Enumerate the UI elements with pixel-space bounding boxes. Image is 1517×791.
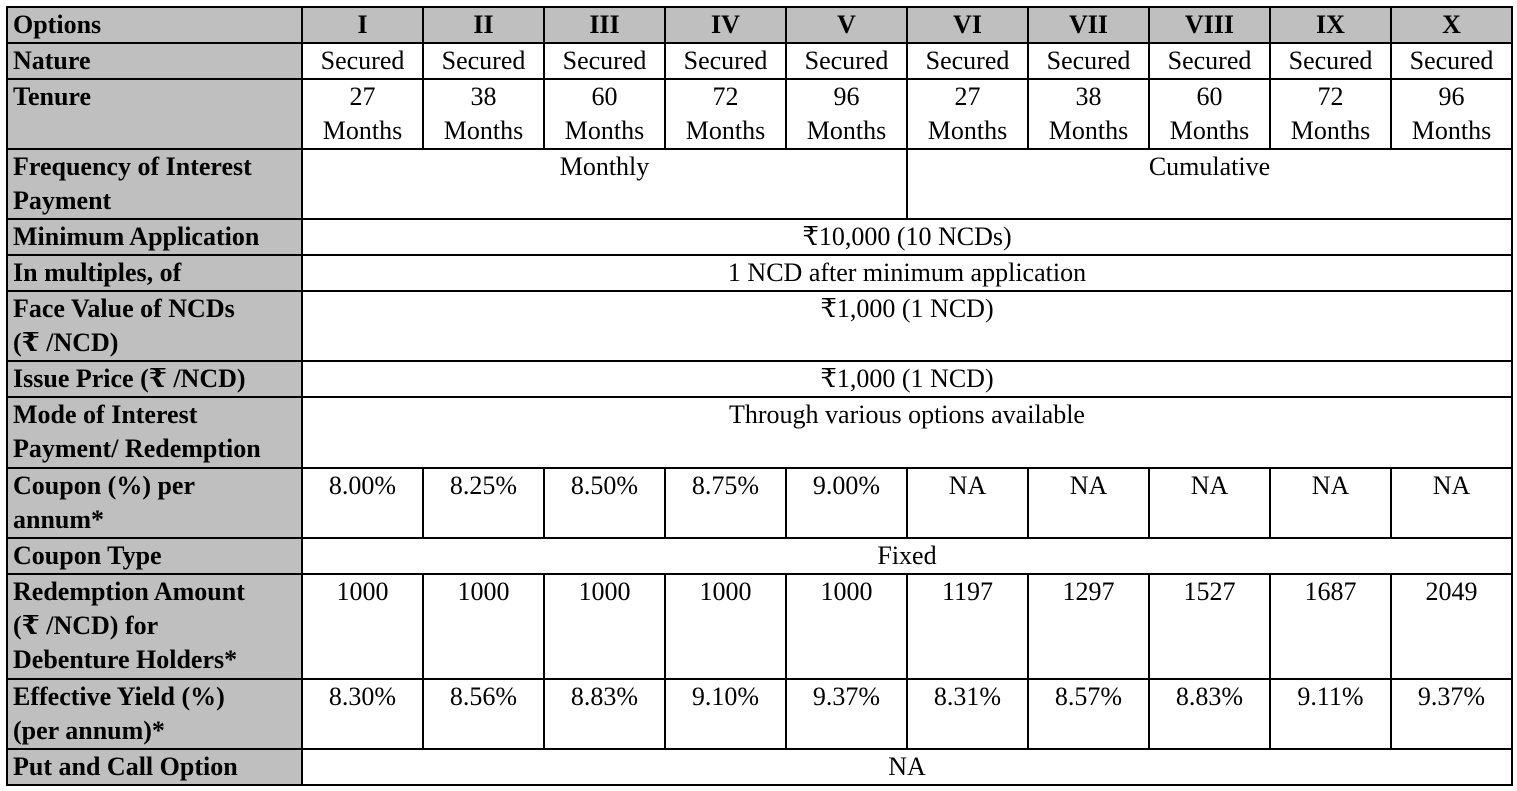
put-call-cell: NA — [302, 749, 1512, 785]
yield-cell: 8.56% — [423, 679, 544, 749]
tenure-value: 60 — [591, 82, 618, 112]
put-call-row — [7, 749, 1512, 785]
tenure-unit: Months — [806, 116, 887, 146]
options-header: Options — [7, 7, 302, 43]
redemption-cell: 1000 — [423, 574, 544, 679]
row-label-line: Coupon (%) per — [13, 470, 196, 500]
option-header: VIII — [1149, 7, 1270, 43]
tenure-cell — [1028, 79, 1149, 149]
option-header: IV — [665, 7, 786, 43]
tenure-unit: Months — [322, 116, 403, 146]
redemption-cell: 1000 — [665, 574, 786, 679]
yield-cell: 9.11% — [1270, 679, 1391, 749]
row-label-line: Effective Yield (%) — [13, 681, 225, 711]
mode-cell: Through various options available — [302, 397, 1512, 467]
coupon-cell: NA — [1270, 468, 1391, 538]
issue-price-row — [7, 361, 1512, 397]
yield-cell: 9.37% — [1391, 679, 1512, 749]
tenure-value: 96 — [833, 82, 860, 112]
coupon-cell: NA — [907, 468, 1028, 538]
nature-cell: Secured — [665, 43, 786, 79]
frequency-monthly-cell: Monthly — [302, 149, 907, 219]
tenure-unit: Months — [1290, 116, 1371, 146]
option-header: II — [423, 7, 544, 43]
tenure-unit: Months — [1048, 116, 1129, 146]
row-label — [7, 397, 302, 467]
row-label — [7, 574, 302, 679]
minimum-application-row — [7, 219, 1512, 255]
option-header: X — [1391, 7, 1512, 43]
option-header: I — [302, 7, 423, 43]
option-header: V — [786, 7, 907, 43]
tenure-cell — [544, 79, 665, 149]
redemption-cell: 1000 — [302, 574, 423, 679]
nature-cell: Secured — [907, 43, 1028, 79]
row-label: Tenure — [7, 79, 302, 149]
tenure-cell — [423, 79, 544, 149]
nature-cell: Secured — [302, 43, 423, 79]
row-label: Coupon Type — [7, 538, 302, 574]
option-header: VI — [907, 7, 1028, 43]
coupon-cell: NA — [1391, 468, 1512, 538]
coupon-cell: 8.50% — [544, 468, 665, 538]
row-label-line: (₹ /NCD) — [13, 328, 119, 358]
option-header: III — [544, 7, 665, 43]
row-label-line: Frequency of Interest — [13, 152, 252, 182]
frequency-row — [7, 149, 1512, 219]
row-label — [7, 679, 302, 749]
tenure-unit: Months — [685, 116, 766, 146]
tenure-value: 38 — [470, 82, 497, 112]
row-label-line: (per annum)* — [13, 715, 165, 745]
coupon-cell: 8.75% — [665, 468, 786, 538]
coupon-cell: 8.25% — [423, 468, 544, 538]
row-label — [7, 468, 302, 538]
yield-cell: 8.83% — [1149, 679, 1270, 749]
nature-cell: Secured — [1149, 43, 1270, 79]
row-label — [7, 291, 302, 361]
coupon-cell: 8.00% — [302, 468, 423, 538]
tenure-cell — [1391, 79, 1512, 149]
row-label: Nature — [7, 43, 302, 79]
row-label-line: Payment/ Redemption — [13, 434, 261, 464]
coupon-row — [7, 468, 1512, 538]
nature-cell: Secured — [423, 43, 544, 79]
tenure-cell — [1149, 79, 1270, 149]
redemption-cell: 1197 — [907, 574, 1028, 679]
row-label: In multiples, of — [7, 255, 302, 291]
tenure-unit: Months — [927, 116, 1008, 146]
yield-cell: 8.57% — [1028, 679, 1149, 749]
tenure-unit: Months — [1169, 116, 1250, 146]
tenure-value: 72 — [712, 82, 739, 112]
tenure-cell — [1270, 79, 1391, 149]
redemption-cell: 1687 — [1270, 574, 1391, 679]
row-label-line: annum* — [13, 504, 105, 534]
tenure-unit: Months — [564, 116, 645, 146]
tenure-cell — [907, 79, 1028, 149]
redemption-cell: 1000 — [544, 574, 665, 679]
ncd-options-table — [6, 6, 1513, 786]
row-label-line: Debenture Holders* — [13, 644, 238, 674]
tenure-value: 27 — [349, 82, 376, 112]
face-value-cell: ₹1,000 (1 NCD) — [302, 291, 1512, 361]
option-header: VII — [1028, 7, 1149, 43]
row-label-line: Mode of Interest — [13, 400, 198, 430]
yield-cell: 9.10% — [665, 679, 786, 749]
yield-row — [7, 679, 1512, 749]
nature-cell: Secured — [1028, 43, 1149, 79]
nature-row — [7, 43, 1512, 79]
row-label-line: Redemption Amount — [13, 576, 245, 606]
yield-cell: 8.31% — [907, 679, 1028, 749]
tenure-cell — [665, 79, 786, 149]
tenure-value: 96 — [1438, 82, 1465, 112]
row-label-line: Payment — [13, 186, 112, 216]
nature-cell: Secured — [1270, 43, 1391, 79]
frequency-cumulative-cell: Cumulative — [907, 149, 1512, 219]
yield-cell: 8.30% — [302, 679, 423, 749]
tenure-unit: Months — [1411, 116, 1492, 146]
coupon-cell: 9.00% — [786, 468, 907, 538]
tenure-value: 27 — [954, 82, 981, 112]
issue-price-cell: ₹1,000 (1 NCD) — [302, 361, 1512, 397]
coupon-cell: NA — [1028, 468, 1149, 538]
multiples-cell: 1 NCD after minimum application — [302, 255, 1512, 291]
tenure-cell — [302, 79, 423, 149]
mode-row — [7, 397, 1512, 467]
tenure-value: 72 — [1317, 82, 1344, 112]
nature-cell: Secured — [786, 43, 907, 79]
face-value-row — [7, 291, 1512, 361]
row-label: Put and Call Option — [7, 749, 302, 785]
redemption-cell: 1297 — [1028, 574, 1149, 679]
row-label — [7, 149, 302, 219]
row-label-line: (₹ /NCD) for — [13, 610, 159, 640]
row-label-line: Face Value of NCDs — [13, 294, 235, 324]
nature-cell: Secured — [544, 43, 665, 79]
nature-cell: Secured — [1391, 43, 1512, 79]
tenure-row — [7, 79, 1512, 149]
multiples-row — [7, 255, 1512, 291]
yield-cell: 8.83% — [544, 679, 665, 749]
option-header: IX — [1270, 7, 1391, 43]
redemption-cell: 1000 — [786, 574, 907, 679]
minimum-application-cell: ₹10,000 (10 NCDs) — [302, 219, 1512, 255]
coupon-cell: NA — [1149, 468, 1270, 538]
tenure-value: 38 — [1075, 82, 1102, 112]
header-row — [7, 7, 1512, 43]
tenure-value: 60 — [1196, 82, 1223, 112]
yield-cell: 9.37% — [786, 679, 907, 749]
row-label: Minimum Application — [7, 219, 302, 255]
tenure-unit: Months — [443, 116, 524, 146]
coupon-type-cell: Fixed — [302, 538, 1512, 574]
redemption-cell: 2049 — [1391, 574, 1512, 679]
tenure-cell — [786, 79, 907, 149]
coupon-type-row — [7, 538, 1512, 574]
redemption-cell: 1527 — [1149, 574, 1270, 679]
row-label: Issue Price (₹ /NCD) — [7, 361, 302, 397]
redemption-row — [7, 574, 1512, 679]
